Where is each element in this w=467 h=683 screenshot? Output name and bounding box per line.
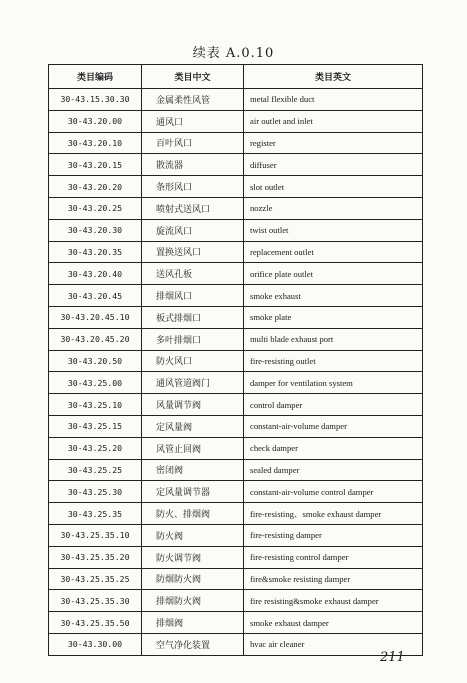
cell-chinese-name: 防火风口 bbox=[142, 350, 244, 372]
cell-english-name: diffuser bbox=[244, 154, 423, 176]
cell-code: 30-43.25.35.25 bbox=[49, 568, 142, 590]
cell-english-name: replacement outlet bbox=[244, 241, 423, 263]
cell-code: 30-43.25.35.50 bbox=[49, 612, 142, 634]
cell-english-name: smoke exhaust damper bbox=[244, 612, 423, 634]
cell-chinese-name: 置换送风口 bbox=[142, 241, 244, 263]
cell-english-name: nozzle bbox=[244, 197, 423, 219]
table-header-row bbox=[49, 65, 423, 89]
table-row bbox=[49, 612, 423, 634]
cell-english-name: register bbox=[244, 132, 423, 154]
cell-code: 30-43.25.35 bbox=[49, 503, 142, 525]
column-header-code: 类目编码 bbox=[49, 65, 142, 89]
cell-english-name: damper for ventilation system bbox=[244, 372, 423, 394]
cell-code: 30-43.25.10 bbox=[49, 394, 142, 416]
cell-code: 30-43.15.30.30 bbox=[49, 89, 142, 111]
cell-code: 30-43.25.15 bbox=[49, 415, 142, 437]
cell-code: 30-43.25.35.20 bbox=[49, 546, 142, 568]
cell-code: 30-43.20.25 bbox=[49, 197, 142, 219]
table-row bbox=[49, 132, 423, 154]
cell-code: 30-43.20.40 bbox=[49, 263, 142, 285]
cell-chinese-name: 通风口 bbox=[142, 110, 244, 132]
column-header-english: 类目英文 bbox=[244, 65, 423, 89]
cell-chinese-name: 通风管道阀门 bbox=[142, 372, 244, 394]
cell-chinese-name: 喷射式送风口 bbox=[142, 197, 244, 219]
cell-english-name: slot outlet bbox=[244, 176, 423, 198]
table-row bbox=[49, 110, 423, 132]
cell-english-name: orifice plate outlet bbox=[244, 263, 423, 285]
table-row bbox=[49, 568, 423, 590]
table-row bbox=[49, 546, 423, 568]
cell-english-name: fire&smoke resisting damper bbox=[244, 568, 423, 590]
cell-chinese-name: 送风孔板 bbox=[142, 263, 244, 285]
table-row bbox=[49, 590, 423, 612]
cell-chinese-name: 风管止回阀 bbox=[142, 437, 244, 459]
cell-chinese-name: 排烟阀 bbox=[142, 612, 244, 634]
cell-code: 30-43.20.10 bbox=[49, 132, 142, 154]
table-row bbox=[49, 459, 423, 481]
cell-code: 30-43.20.45.10 bbox=[49, 306, 142, 328]
cell-code: 30-43.20.50 bbox=[49, 350, 142, 372]
cell-english-name: smoke exhaust bbox=[244, 285, 423, 307]
cell-english-name: fire-resisting outlet bbox=[244, 350, 423, 372]
cell-english-name: fire-resisting damper bbox=[244, 524, 423, 546]
cell-chinese-name: 风量调节阀 bbox=[142, 394, 244, 416]
cell-chinese-name: 防烟防火阀 bbox=[142, 568, 244, 590]
cell-code: 30-43.20.35 bbox=[49, 241, 142, 263]
table-row bbox=[49, 328, 423, 350]
table-row bbox=[49, 503, 423, 525]
table-title: 续表 A.0.10 bbox=[192, 46, 275, 61]
cell-english-name: air outlet and inlet bbox=[244, 110, 423, 132]
cell-english-name: control damper bbox=[244, 394, 423, 416]
cell-code: 30-43.20.30 bbox=[49, 219, 142, 241]
cell-chinese-name: 防火调节阀 bbox=[142, 546, 244, 568]
table-row bbox=[49, 241, 423, 263]
table-row bbox=[49, 415, 423, 437]
cell-chinese-name: 防火阀 bbox=[142, 524, 244, 546]
cell-chinese-name: 条形风口 bbox=[142, 176, 244, 198]
cell-code: 30-43.25.30 bbox=[49, 481, 142, 503]
cell-chinese-name: 防火、排烟阀 bbox=[142, 503, 244, 525]
cell-english-name: fire-resisting control damper bbox=[244, 546, 423, 568]
cell-code: 30-43.20.20 bbox=[49, 176, 142, 198]
table-row bbox=[49, 285, 423, 307]
table-row bbox=[49, 394, 423, 416]
cell-code: 30-43.25.35.10 bbox=[49, 524, 142, 546]
table-row bbox=[49, 481, 423, 503]
category-table bbox=[48, 64, 423, 656]
table-row bbox=[49, 197, 423, 219]
cell-chinese-name: 散流器 bbox=[142, 154, 244, 176]
table-row bbox=[49, 263, 423, 285]
cell-english-name: multi blade exhaust port bbox=[244, 328, 423, 350]
cell-chinese-name: 旋流风口 bbox=[142, 219, 244, 241]
cell-code: 30-43.20.15 bbox=[49, 154, 142, 176]
cell-chinese-name: 密闭阀 bbox=[142, 459, 244, 481]
table-row bbox=[49, 176, 423, 198]
cell-code: 30-43.25.20 bbox=[49, 437, 142, 459]
cell-code: 30-43.20.45.20 bbox=[49, 328, 142, 350]
cell-code: 30-43.20.45 bbox=[49, 285, 142, 307]
table-body bbox=[49, 89, 423, 656]
page-number: 211 bbox=[380, 650, 405, 665]
cell-english-name: check damper bbox=[244, 437, 423, 459]
cell-english-name: metal flexible duct bbox=[244, 89, 423, 111]
table-row bbox=[49, 89, 423, 111]
table-row bbox=[49, 437, 423, 459]
cell-chinese-name: 多叶排烟口 bbox=[142, 328, 244, 350]
table-row bbox=[49, 350, 423, 372]
cell-chinese-name: 定风量调节器 bbox=[142, 481, 244, 503]
cell-code: 30-43.25.35.30 bbox=[49, 590, 142, 612]
table-row bbox=[49, 372, 423, 394]
table-row bbox=[49, 219, 423, 241]
cell-chinese-name: 百叶风口 bbox=[142, 132, 244, 154]
cell-chinese-name: 空气净化装置 bbox=[142, 633, 244, 655]
table-row bbox=[49, 524, 423, 546]
column-header-chinese: 类目中文 bbox=[142, 65, 244, 89]
cell-english-name: constant-air-volume damper bbox=[244, 415, 423, 437]
cell-chinese-name: 板式排烟口 bbox=[142, 306, 244, 328]
cell-chinese-name: 金属柔性风管 bbox=[142, 89, 244, 111]
cell-chinese-name: 定风量阀 bbox=[142, 415, 244, 437]
cell-english-name: smoke plate bbox=[244, 306, 423, 328]
cell-english-name: twist outlet bbox=[244, 219, 423, 241]
cell-code: 30-43.20.00 bbox=[49, 110, 142, 132]
cell-chinese-name: 排烟风口 bbox=[142, 285, 244, 307]
cell-code: 30-43.25.25 bbox=[49, 459, 142, 481]
table-row bbox=[49, 306, 423, 328]
cell-code: 30-43.30.00 bbox=[49, 633, 142, 655]
cell-english-name: hvac air cleaner bbox=[244, 633, 423, 655]
cell-english-name: sealed damper bbox=[244, 459, 423, 481]
cell-chinese-name: 排烟防火阀 bbox=[142, 590, 244, 612]
cell-english-name: fire-resisting、smoke exhaust damper bbox=[244, 503, 423, 525]
cell-code: 30-43.25.00 bbox=[49, 372, 142, 394]
cell-english-name: fire resisting&smoke exhaust damper bbox=[244, 590, 423, 612]
table-row bbox=[49, 633, 423, 655]
cell-english-name: constant-air-volume control damper bbox=[244, 481, 423, 503]
table-row bbox=[49, 154, 423, 176]
